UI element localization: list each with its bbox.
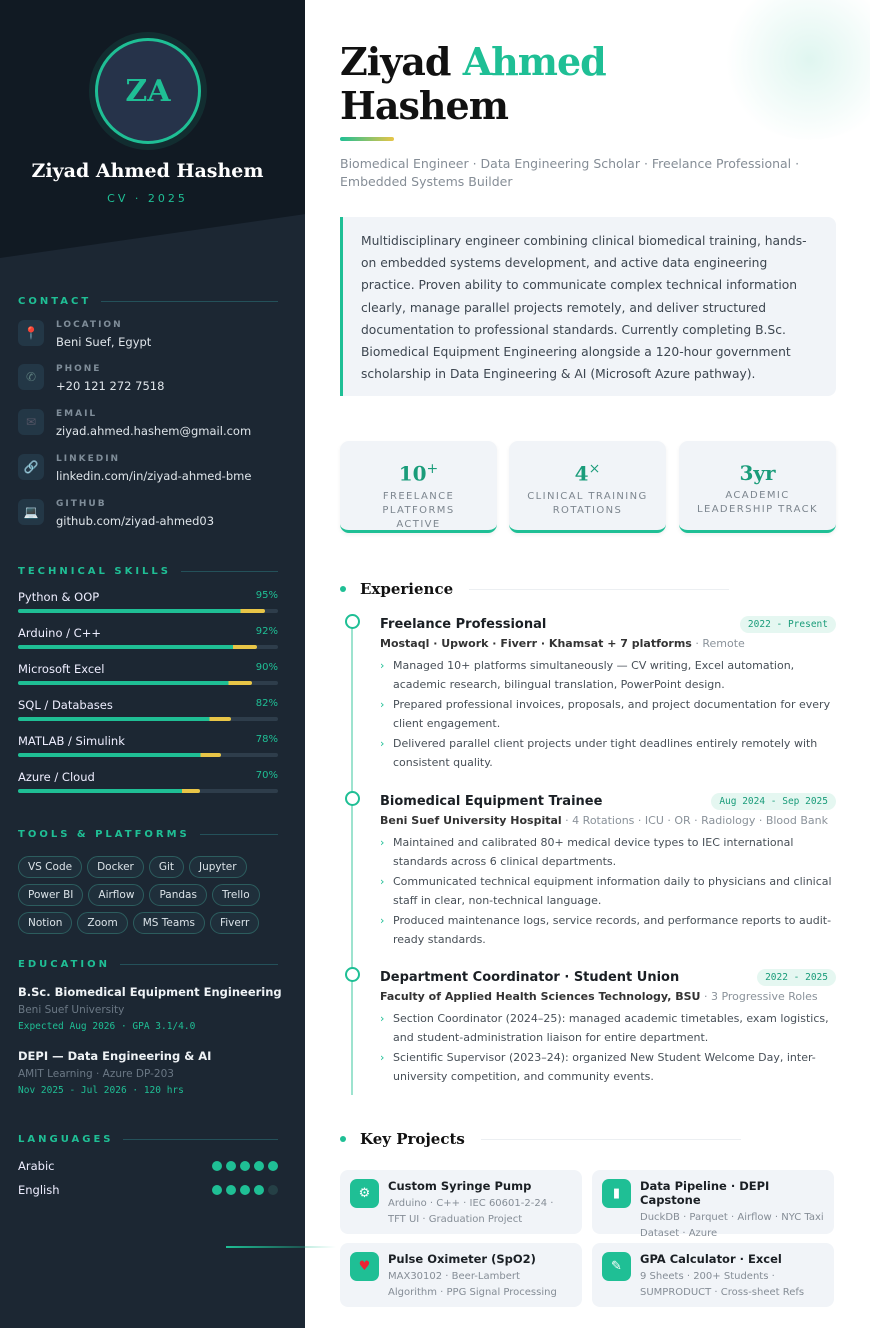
bar-chart-icon: ▮ <box>602 1179 631 1208</box>
tool-chip: Zoom <box>77 912 127 934</box>
sidebar-name: Ziyad Ahmed Hashem <box>31 160 264 182</box>
timeline-node <box>345 614 360 629</box>
project-card: ♥ Pulse Oximeter (SpO2) MAX30102 · Beer-Lambert Algorithm · PPG Signal Processing <box>340 1243 582 1307</box>
projects-heading: Key Projects <box>340 1130 741 1148</box>
skill-bar <box>18 609 278 613</box>
contact-phone[interactable]: ✆ PHONE +20 121 272 7518 <box>18 364 164 393</box>
bullet: › Delivered parallel client projects under tight deadlines entirely remotely with consistent quality. <box>380 735 836 772</box>
language-level <box>212 1161 278 1171</box>
link-icon: 🔗 <box>18 454 44 480</box>
summary: Multidisciplinary engineer combining clinical biomedical training, hands-on embedded systems development, and active data engineering practice. Proven ability to communicate complex technical information clearly, manage parallel projects remotely, and deliver structured documentation to professional standards. Currently completing B.Sc. Biomedical Equipment Engineering alongside a 120-hour government scholarship in Data Engineering & AI (Microsoft Azure pathway). <box>340 217 836 396</box>
skill-item: MATLAB / Simulink 78% <box>18 734 278 757</box>
experience-heading: Experience <box>340 580 729 598</box>
sidebar-tagline: CV · 2025 <box>107 192 188 205</box>
bullet: › Communicated technical equipment information daily to physicians and clinical staff in clear, non-technical language. <box>380 873 836 910</box>
bullet: › Section Coordinator (2024–25): managed academic timetables, exam logistics, and student-administration liaison for entire department. <box>380 1010 836 1047</box>
stat-card: 10+ FREELANCE PLATFORMS ACTIVE <box>340 441 497 533</box>
tool-chip: Docker <box>87 856 144 878</box>
language-item: Arabic <box>18 1159 278 1173</box>
language-level <box>212 1185 278 1195</box>
timeline-node <box>345 967 360 982</box>
bullet: › Prepared professional invoices, proposals, and project documentation for every client engagement. <box>380 696 836 733</box>
education-heading: EDUCATION <box>18 959 278 970</box>
email-icon: ✉ <box>18 409 44 435</box>
decorative-line <box>226 1246 336 1248</box>
tool-chip: Airflow <box>88 884 144 906</box>
timeline-line <box>351 625 353 1095</box>
contact-linkedin[interactable]: 🔗 LINKEDIN linkedin.com/in/ziyad-ahmed-bme <box>18 454 251 483</box>
stat-card: 4× CLINICAL TRAINING ROTATIONS <box>509 441 666 533</box>
tool-chip: VS Code <box>18 856 82 878</box>
phone-icon: ✆ <box>18 364 44 390</box>
skill-item: SQL / Databases 82% <box>18 698 278 721</box>
laptop-icon: 💻 <box>18 499 44 525</box>
tool-chip: Git <box>149 856 184 878</box>
skill-item: Microsoft Excel 90% <box>18 662 278 685</box>
skill-bar <box>18 789 278 793</box>
date-badge: 2022 - 2025 <box>757 969 836 986</box>
tool-chip: MS Teams <box>133 912 205 934</box>
contact-location: 📍 LOCATION Beni Suef, Egypt <box>18 320 151 349</box>
contact-email[interactable]: ✉ EMAIL ziyad.ahmed.hashem@gmail.com <box>18 409 251 438</box>
skill-bar <box>18 645 278 649</box>
stat-card: 3yr ACADEMIC LEADERSHIP TRACK <box>679 441 836 533</box>
tool-chip: Fiverr <box>210 912 259 934</box>
project-card: ▮ Data Pipeline · DEPI Capstone DuckDB · Parquet · Airflow · NYC Taxi Dataset · Azure <box>592 1170 834 1234</box>
skill-item: Python & OOP 95% <box>18 590 278 613</box>
contact-github[interactable]: 💻 GITHUB github.com/ziyad-ahmed03 <box>18 499 214 528</box>
tool-chip: Pandas <box>149 884 207 906</box>
experience-item: Biomedical Equipment Trainee Aug 2024 - Sep 2025 Beni Suef University Hospital · 4 Rotations · ICU · OR · Radiology · Blood Bank › Maintained and calibrated 80+ medical device types to IEC international standards across 6 clinical departments. › Communicated technical equipment information daily to physicians and clinical staff in clear, non-technical language. › Produced maintenance logs, service records, and performance reports to audit-ready standards. <box>380 793 836 951</box>
subtitle: Biomedical Engineer · Data Engineering Scholar · Freelance Professional · Embedded Systems Builder <box>340 156 800 189</box>
skill-bar <box>18 717 278 721</box>
skill-item: Azure / Cloud 70% <box>18 770 278 793</box>
skill-bar <box>18 681 278 685</box>
title-underline <box>340 137 394 141</box>
tool-chip: Trello <box>212 884 260 906</box>
sidebar <box>0 0 305 1328</box>
experience-item: Freelance Professional 2022 - Present Mostaql · Upwork · Fiverr · Khamsat + 7 platforms · Remote › Managed 10+ platforms simultaneously — CV writing, Excel automation, academic research, bilingual translation, PowerPoint design. › Prepared professional invoices, proposals, and project documentation for every client engagement. › Delivered parallel client projects under tight deadlines entirely remotely with consistent quality. <box>380 616 836 774</box>
skill-bar <box>18 753 278 757</box>
experience-item: Department Coordinator · Student Union 2022 - 2025 Faculty of Applied Health Sciences Technology, BSU · 3 Progressive Roles › Section Coordinator (2024–25): managed academic timetables, exam logistics, and student-administration liaison for entire department. › Scientific Supervisor (2023–24): organized New Student Welcome Day, inter-university competition, and community events. <box>380 969 836 1088</box>
date-badge: Aug 2024 - Sep 2025 <box>711 793 836 810</box>
tools-list <box>18 856 283 934</box>
bullet: › Maintained and calibrated 80+ medical device types to IEC international standards across 6 clinical departments. <box>380 834 836 871</box>
skill-item: Arduino / C++ 92% <box>18 626 278 649</box>
avatar: ZA <box>95 38 201 144</box>
date-badge: 2022 - Present <box>740 616 836 633</box>
tool-chip: Jupyter <box>189 856 247 878</box>
gear-icon: ⚙ <box>350 1179 379 1208</box>
language-item: English <box>18 1183 278 1197</box>
bullet: › Scientific Supervisor (2023–24): organized New Student Welcome Day, inter-university competition, and community events. <box>380 1049 836 1086</box>
education-item: B.Sc. Biomedical Equipment Engineering Beni Suef University Expected Aug 2026 · GPA 3.1/4.0 <box>18 985 282 1032</box>
bullet: › Produced maintenance logs, service records, and performance reports to audit-ready standards. <box>380 912 836 949</box>
tool-chip: Notion <box>18 912 72 934</box>
education-item: DEPI — Data Engineering & AI AMIT Learning · Azure DP-203 Nov 2025 - Jul 2026 · 120 hrs <box>18 1049 212 1096</box>
tools-heading: TOOLS & PLATFORMS <box>18 829 278 840</box>
bullet: › Managed 10+ platforms simultaneously — CV writing, Excel automation, academic research, bilingual translation, PowerPoint design. <box>380 657 836 694</box>
tool-chip: Power BI <box>18 884 83 906</box>
decorative-glow <box>720 0 870 140</box>
languages-heading: LANGUAGES <box>18 1134 278 1145</box>
heart-icon: ♥ <box>350 1252 379 1281</box>
skills-heading: TECHNICAL SKILLS <box>18 566 278 577</box>
project-card: ⚙ Custom Syringe Pump Arduino · C++ · IEC 60601-2-24 · TFT UI · Graduation Project <box>340 1170 582 1234</box>
timeline-node <box>345 791 360 806</box>
memo-icon: ✎ <box>602 1252 631 1281</box>
location-pin-icon: 📍 <box>18 320 44 346</box>
contact-heading: CONTACT <box>18 296 278 307</box>
page-title: Ziyad Ahmed Hashem <box>340 39 606 128</box>
project-card: ✎ GPA Calculator · Excel 9 Sheets · 200+ Students · SUMPRODUCT · Cross-sheet Refs <box>592 1243 834 1307</box>
